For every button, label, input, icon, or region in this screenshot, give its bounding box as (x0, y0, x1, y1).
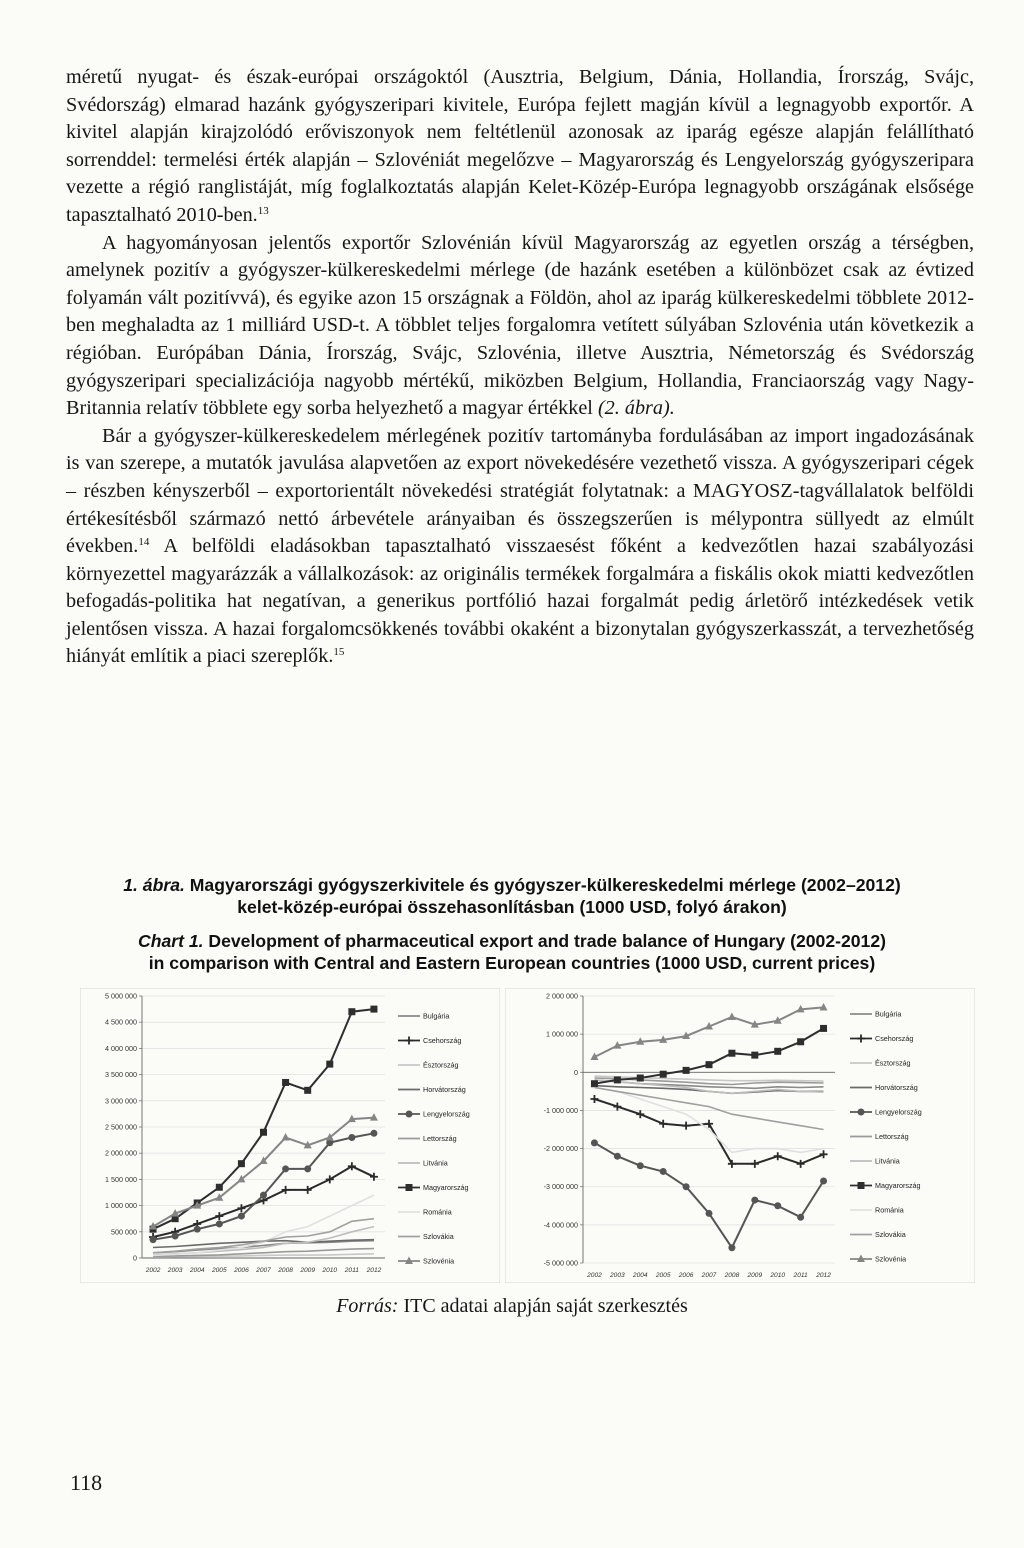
data-point-csehorszag (751, 1160, 759, 1168)
data-point-lengyelorszag (238, 1213, 245, 1220)
data-point-lengyelorszag (706, 1210, 713, 1217)
data-point-magyarorszag (304, 1087, 311, 1094)
x-tick-label: 2005 (211, 1267, 227, 1274)
x-tick-label: 2004 (189, 1267, 205, 1274)
data-point-lengyelorszag (774, 1202, 781, 1209)
x-tick-label: 2005 (655, 1272, 671, 1279)
y-tick-label: -5 000 000 (543, 1258, 578, 1268)
data-point-magyarorszag (820, 1025, 827, 1032)
y-tick-label: 4 000 000 (105, 1043, 137, 1053)
x-tick-label: 2012 (816, 1272, 831, 1279)
legend-label-csehorszag: Csehország (423, 1036, 462, 1045)
data-point-csehorszag (820, 1150, 828, 1158)
data-point-lengyelorszag (150, 1236, 157, 1243)
x-tick-label: 2010 (322, 1267, 338, 1274)
y-tick-label: 2 000 000 (105, 1148, 137, 1158)
legend-label-szlovenia: Szlovénia (875, 1254, 907, 1264)
x-tick-label: 2003 (610, 1272, 625, 1279)
paragraph-2 (66, 230, 974, 423)
series-line-lengyelorszag (595, 1143, 824, 1248)
legend-label-esztorszag: Észtország (875, 1058, 911, 1068)
caption-hu-line1 (40, 874, 984, 896)
legend-label-lengyelorszag: Lengyelország (875, 1107, 922, 1117)
series-line-lengyelorszag (153, 1133, 374, 1239)
legend-label-magyarorszag: Magyarország (423, 1183, 469, 1192)
legend-marker-lengyelorszag (406, 1111, 413, 1118)
data-point-lengyelorszag (370, 1130, 377, 1137)
data-point-lengyelorszag (728, 1244, 735, 1251)
legend-marker-csehorszag (405, 1037, 413, 1045)
x-tick-label: 2012 (366, 1267, 382, 1274)
data-point-magyarorszag (614, 1076, 621, 1083)
x-tick-label: 2011 (793, 1272, 808, 1279)
data-point-csehorszag (682, 1122, 690, 1130)
data-point-szlovenia (728, 1012, 736, 1020)
data-point-lengyelorszag (660, 1168, 667, 1175)
data-point-magyarorszag (370, 1006, 377, 1013)
y-tick-label: 4 500 000 (105, 1017, 137, 1027)
caption-en-line2: in comparison with Central and Eastern European countries (1000 USD, current prices) (148, 953, 876, 973)
source-line (0, 1295, 1024, 1318)
x-tick-label: 2003 (167, 1267, 183, 1274)
x-tick-label: 2009 (747, 1272, 763, 1279)
data-point-lengyelorszag (348, 1134, 355, 1141)
y-tick-label: 1 500 000 (105, 1174, 137, 1184)
y-tick-label: 5 000 000 (105, 991, 137, 1001)
data-point-lengyelorszag (260, 1192, 267, 1199)
figure-caption-en (40, 930, 984, 974)
x-tick-label: 2006 (678, 1272, 694, 1279)
data-point-magyarorszag (774, 1048, 781, 1055)
data-point-lengyelorszag (797, 1214, 804, 1221)
data-point-magyarorszag (728, 1050, 735, 1057)
data-point-csehorszag (797, 1160, 805, 1168)
y-tick-label: 500 000 (111, 1227, 137, 1237)
legend-label-bulgaria: Bulgária (875, 1009, 902, 1019)
legend-label-litvania: Litvánia (875, 1156, 900, 1166)
figure-caption-hu (40, 874, 984, 918)
legend-marker-magyarorszag (406, 1184, 413, 1191)
figure-reference: (2. ábra). (597, 397, 675, 420)
x-tick-label: 2002 (145, 1267, 161, 1274)
data-point-magyarorszag (326, 1061, 333, 1068)
legend-label-csehorszag: Csehország (875, 1034, 914, 1043)
data-point-lengyelorszag (751, 1197, 758, 1204)
data-point-magyarorszag (282, 1079, 289, 1086)
data-point-lengyelorszag (172, 1232, 179, 1239)
y-tick-label: 0 (574, 1067, 578, 1077)
data-point-csehorszag (215, 1212, 223, 1220)
data-point-magyarorszag (797, 1038, 804, 1045)
data-point-csehorszag (774, 1152, 782, 1160)
legend-label-szlovenia: Szlovénia (423, 1256, 455, 1266)
data-point-csehorszag (304, 1186, 312, 1194)
y-tick-label: 0 (133, 1253, 137, 1263)
data-point-magyarorszag (216, 1184, 223, 1191)
legend-label-horvatorszag: Horvátország (423, 1085, 466, 1094)
legend-label-lengyelorszag: Lengyelország (423, 1109, 470, 1119)
x-tick-label: 2002 (587, 1272, 602, 1279)
page-number: 118 (70, 1470, 103, 1495)
legend-label-lettorszag: Lettország (423, 1134, 457, 1143)
data-point-szlovenia (282, 1133, 290, 1141)
data-point-csehorszag (659, 1120, 667, 1128)
data-point-csehorszag (636, 1110, 644, 1118)
balance-chart (505, 988, 975, 1283)
data-point-csehorszag (590, 1095, 598, 1103)
data-point-csehorszag (705, 1120, 713, 1128)
body-text (66, 64, 974, 671)
data-point-magyarorszag (683, 1067, 690, 1074)
x-tick-label: 2010 (770, 1272, 786, 1279)
legend-label-litvania: Litvánia (423, 1158, 448, 1168)
data-point-lengyelorszag (216, 1220, 223, 1227)
footnote-ref-15: 15 (333, 646, 345, 659)
series-line-csehorszag (595, 1099, 824, 1164)
data-point-magyarorszag (706, 1061, 713, 1068)
export-chart (80, 988, 500, 1283)
footnote-ref-13: 13 (257, 204, 269, 217)
x-tick-label: 2011 (344, 1267, 359, 1274)
caption-hu-title: Magyarországi gyógyszerkivitele és gyógyszer-külkereskedelmi mérlege (2002–2012) (189, 875, 901, 895)
legend-marker-csehorszag (857, 1035, 865, 1043)
y-tick-label: 2 000 000 (546, 991, 578, 1001)
x-tick-label: 2004 (632, 1272, 648, 1279)
paragraph-1-text: méretű nyugat- és észak-európai országoktól (Ausztria, Belgium, Dánia, Hollandia, Írország, Svájc, Svédország) elmarad hazánk gyógyszeripari kivitele, Európa fejlett magján kívül a legnagyobb exportőr. A kivitel alapján kirajzolódó erőviszonyok nem feltétlenül azonosak az iparág egésze alapján felállítható sorrenddel: termelési érték alapján – Szlovéniát megelőzve – Magyarország és Lengyelország gyógyszeripara vezette a régió ranglistáját, míg foglalkoztatás alapján Kelet-Közép-Európa legnagyobb országának elsősége tapasztalható 2010-ben. (66, 66, 974, 226)
paragraph-3 (66, 423, 974, 671)
export-chart-svg (80, 988, 500, 1283)
data-point-magyarorszag (260, 1129, 267, 1136)
data-point-csehorszag (282, 1186, 290, 1194)
y-tick-label: 2 500 000 (105, 1122, 137, 1132)
y-tick-label: 1 000 000 (546, 1029, 578, 1039)
paragraph-2-text: A hagyományosan jelentős exportőr Szlovénián kívül Magyarország az egyetlen ország a térségben, amelynek pozitív a gyógyszer-külkereskedelmi mérlege (de hazánk esetében a különbözet csak az évtized folyamán vált pozitívvá), és egyike azon 15 országnak a Földön, ahol az iparág külkereskedelmi többlete 2012-ben meghaladta az 1 milliárd USD-t. A többlet teljes forgalomra vetített súlyában Szlovénia után következik a régióban. Európában Dánia, Írország, Svájc, Szlovénia, illetve Ausztria, Németország és Svédország gyógyszeripari specializációja nagyobb mértékű, miközben Belgium, Hollandia, Franciaország vagy Nagy-Britannia relatív többlete egy sorba helyezhető a magyar értékkel (66, 231, 974, 420)
y-tick-label: -3 000 000 (543, 1182, 578, 1192)
data-point-magyarorszag (591, 1080, 598, 1087)
legend-label-lettorszag: Lettország (875, 1132, 909, 1141)
x-tick-label: 2008 (724, 1272, 740, 1279)
x-tick-label: 2006 (234, 1267, 249, 1274)
data-point-lengyelorszag (683, 1183, 690, 1190)
balance-chart-svg (505, 988, 975, 1283)
footnote-ref-14: 14 (138, 536, 150, 549)
data-point-magyarorszag (751, 1052, 758, 1059)
x-tick-label: 2008 (278, 1267, 293, 1274)
data-point-magyarorszag (238, 1160, 245, 1167)
data-point-csehorszag (613, 1103, 621, 1111)
legend-marker-lengyelorszag (858, 1109, 865, 1116)
legend-marker-magyarorszag (858, 1182, 865, 1189)
x-tick-label: 2009 (300, 1267, 316, 1274)
legend-label-szlovakia: Szlovákia (875, 1230, 906, 1239)
caption-en-title: Development of pharmaceutical export and trade balance of Hungary (2002-2012) (208, 931, 886, 951)
data-point-lengyelorszag (304, 1165, 311, 1172)
legend-label-esztorszag: Észtország (423, 1060, 459, 1070)
legend-label-szlovakia: Szlovákia (423, 1232, 454, 1241)
legend-label-horvatorszag: Horvátország (875, 1083, 918, 1092)
y-tick-label: -1 000 000 (543, 1105, 578, 1115)
data-point-lengyelorszag (820, 1177, 827, 1184)
caption-en-label: Chart 1. (138, 931, 204, 951)
y-tick-label: 3 000 000 (105, 1096, 137, 1106)
data-point-lengyelorszag (637, 1162, 644, 1169)
legend-label-romania: Románia (875, 1205, 904, 1215)
legend-label-romania: Románia (423, 1207, 452, 1217)
x-tick-label: 2007 (256, 1267, 271, 1274)
legend-label-magyarorszag: Magyarország (875, 1181, 921, 1190)
data-point-lengyelorszag (282, 1165, 289, 1172)
data-point-lengyelorszag (614, 1153, 621, 1160)
series-line-szlovenia (595, 1007, 824, 1057)
y-tick-label: 3 500 000 (105, 1070, 137, 1080)
data-point-csehorszag (728, 1160, 736, 1168)
series-line-magyarorszag (595, 1028, 824, 1083)
caption-hu-line2: kelet-közép-európai összehasonlításban (1000 USD, folyó árakon) (237, 897, 787, 917)
x-tick-label: 2007 (701, 1272, 717, 1279)
y-tick-label: 1 000 000 (105, 1201, 137, 1211)
data-point-lengyelorszag (591, 1139, 598, 1146)
paragraph-3b-text: A belföldi eladásokban tapasztalható visszaesést főként a kedvezőtlen hazai szabályozási környezettel magyarázzák a vállalkozások: az originális termékek forgalmára a fiskális okok miatti kedvezőtlen befogadás-politika hat negatívan, a generikus portfólió hazai forgalmát pedig árletörő intézkedések vetik jelentősen vissza. A hazai forgalomcsökkenés további okaként a bizonytalan gyógyszerkasszát, a tervezhetőség hiányát említik a piaci szereplők. (66, 535, 974, 668)
paragraph-3-text: Bár a gyógyszer-külkereskedelem mérlegének pozitív tartományba fordulásában az import ingadozásának is van szerepe, a mutatók javulása alapvetően az export növekedésére vezethető vissza. A gyógyszeripari cégek – részben kényszerből – exportorientált növekedési stratégiát folytatnak: a MAGYOSZ-tagvállalatok belföldi értékesítésből származó nettó árbevétele arányaiban és összegszerűen is mélypontra süllyedt az elmúlt években. (66, 424, 974, 558)
source-text: ITC adatai alapján saját szerkesztés (403, 1295, 688, 1317)
y-tick-label: -4 000 000 (543, 1220, 578, 1230)
y-tick-label: -2 000 000 (543, 1144, 578, 1154)
caption-hu-label: 1. ábra. (123, 875, 185, 895)
data-point-magyarorszag (637, 1075, 644, 1082)
source-label: Forrás: (336, 1295, 399, 1317)
legend-label-bulgaria: Bulgária (423, 1011, 450, 1021)
caption-en-line1 (40, 930, 984, 952)
paragraph-1 (66, 64, 974, 230)
data-point-magyarorszag (660, 1071, 667, 1078)
data-point-lengyelorszag (194, 1226, 201, 1233)
data-point-magyarorszag (348, 1008, 355, 1015)
